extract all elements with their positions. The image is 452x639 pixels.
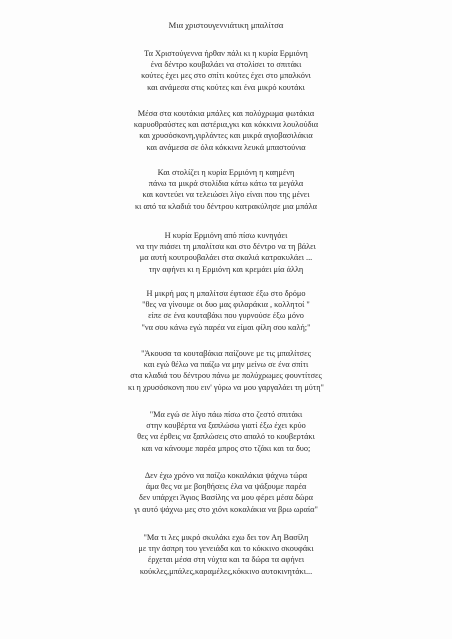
poem-line: μα αυτή κουτρουβαλάει στα σκαλιά κατρακυλάει ... xyxy=(139,253,313,263)
poem-line: "Άκουσα τα κουταβάκια παίζουνε με τις μπαλίτσες xyxy=(141,349,311,358)
stanza-2 xyxy=(0,108,452,153)
poem-line: έρχεται μέσα στη νύχτα και τα δώρα τα αφήνει xyxy=(147,555,305,565)
poem-line: "να σου κάνω εγώ παρέα να είμαι φίλη σου καλή;" xyxy=(141,322,311,332)
poem-line: Και στολίζει η κυρία Ερμιόνη η καημένη xyxy=(157,168,295,177)
poem-title: Μια χριστουγεννιάτικη μπαλίτσα xyxy=(168,20,284,30)
poem-line: Τα Χριστούγεννα ήρθαν πάλι κι η κυρία Ερμιόνη xyxy=(144,49,308,58)
stanza-3 xyxy=(0,167,452,212)
poem-line: "Μα εγώ σε λίγο πάω πίσω στο ζεστό σπιτάκι xyxy=(149,410,303,419)
poem-line: στην κουβέρτα να ξαπλώσω γιατί έξω έχει κρύο xyxy=(146,421,306,431)
poem-line: και χρυσόσκονη,γιρλάντες και μικρά αγιοβασιλάκια xyxy=(139,131,313,141)
poem-line: κι η χρυσόσκονη που ειν' γύρω να μου γαργαλάει τη μύτη" xyxy=(128,382,324,392)
poem-line: στα κλαδιά του δέντρου πάνω με πολύχρωμες φουντίτσες xyxy=(130,371,322,381)
stanza-4 xyxy=(0,230,452,275)
poem-line: δεν υπάρχει Άγιος Βασίλης να μου φέρει μέσα δώρα xyxy=(139,493,313,503)
poem-line: ένα δέντρο κουβαλάει να στολίσει το σπιτάκι xyxy=(150,60,302,70)
poem-line: "θες να γίνουμε οι δυο μας φιλαράκια , κολλητοί " xyxy=(142,300,310,310)
poem-line: Η κυρία Ερμιόνη από πίσω κυνηγάει xyxy=(164,231,288,240)
poem-line: άμα θες να με βοηθήσεις έλα να ψάξουμε παρέα xyxy=(145,482,307,492)
poem-line: θες να έρθεις να ξαπλώσεις στο απαλό το κουβερτάκι xyxy=(137,432,315,442)
poem-line: Δεν έχω χρόνο να παίζω κοκαλάκια ψάχνω τώρα xyxy=(144,471,308,480)
poem-line: και ανάμεσα σε όλα κόκκινα λευκά μπαστούνια xyxy=(146,142,306,152)
poem-line: είπε σε ένα κουταβάκι που γυρνούσε έξω μόνο xyxy=(148,311,304,321)
poem-line: την αφήνει κι η Ερμιόνη και κρεμάει μία άλλη xyxy=(148,264,304,274)
poem-line: κι από τα κλαδιά του δέντρου κατρακύλησε μια μπάλα xyxy=(134,201,318,211)
stanza-6 xyxy=(0,348,452,393)
poem-line: με την άσπρη του γενειάδα και το κόκκινο σκουφάκι xyxy=(138,544,314,554)
poem-line: και κοντεύει να τελειώσει λίγο είναι που της μένει xyxy=(142,190,310,200)
stanza-8 xyxy=(0,470,452,515)
poem-line: πάνω τα μικρά στολίδια κάτω κάτω τα μεγάλα xyxy=(148,179,304,189)
poem-line: να την πιάσει τη μπαλίτσα και στο δέντρο να τη βάλει xyxy=(136,242,316,252)
poem-line: και να κάνουμε παρέα μπρος στο τζάκι και τα δυο; xyxy=(141,443,311,453)
poem-line: και ανάμεσα στις κούτες και ένα μικρό κουτάκι xyxy=(147,82,305,92)
stanza-9 xyxy=(0,532,452,577)
poem-line: κούκλες,μπάλες,καραμέλες,κόκκινο αυτοκινητάκι... xyxy=(139,566,313,576)
poem-line: και εγώ θέλω να παίζω να μην μείνω σε ένα σπίτι xyxy=(143,360,309,370)
poem-line: Μέσα στα κουτάκια μπάλες και πολύχρωμα φωτάκια xyxy=(137,109,315,118)
poem-line: καρυοθραύστες και αστέρια,γκι και κόκκινα λουλούδια xyxy=(133,120,319,130)
poem-line: κούτες έχει μες στο σπίτι κούτες έχει στο μπαλκόνι xyxy=(141,71,311,81)
stanza-1 xyxy=(0,48,452,93)
stanza-7 xyxy=(0,409,452,454)
poem-line: Η μικρή μας η μπαλίτσα έφτασε έξω στο δρόμο xyxy=(146,289,306,298)
poem-line: "Μα τι λες μικρό σκυλάκι εχω δει τον Αη Βασίλη xyxy=(143,533,309,542)
stanza-5 xyxy=(0,288,452,333)
poem-line: γι αυτό ψάχνω μες στο χιόνι κοκαλάκια να βρω ωραία" xyxy=(134,504,318,514)
